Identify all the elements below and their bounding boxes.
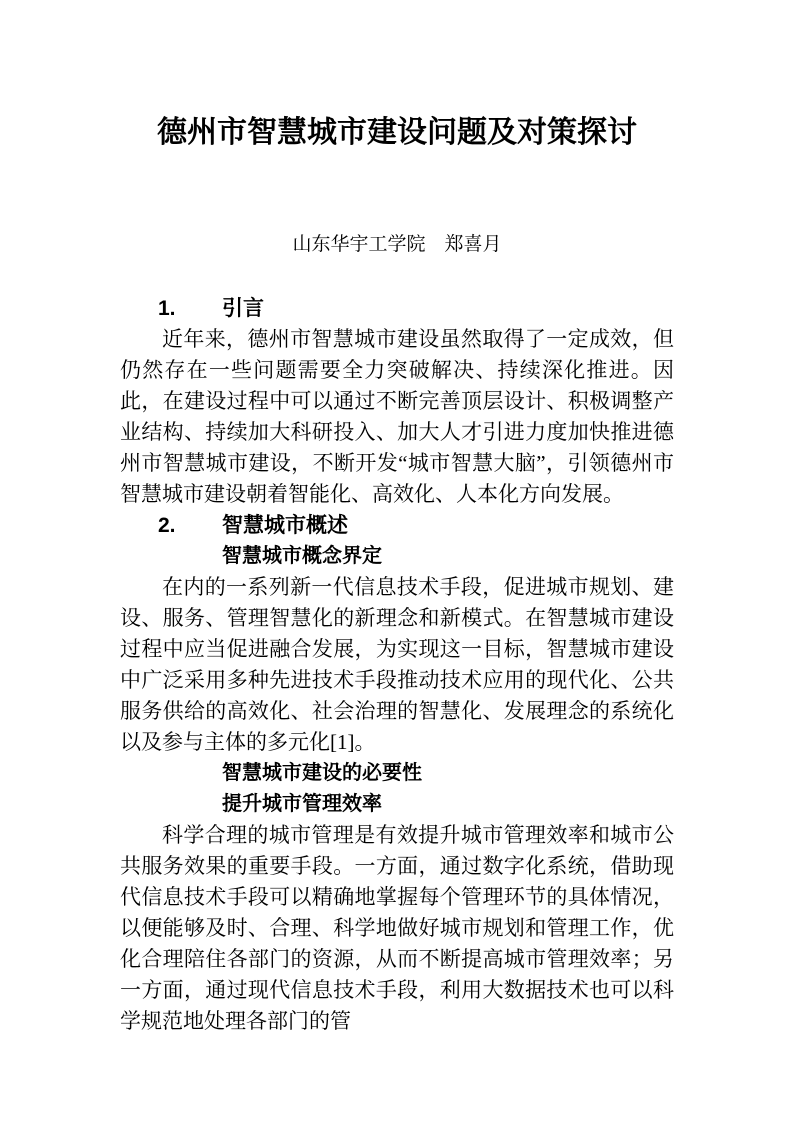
- section-heading-1: [120, 293, 674, 324]
- body-paragraph: 近年来，德州市智慧城市建设虽然取得了一定成效，但仍然存在一些问题需要全力突破解决、持续深化推进。因此，在建设过程中可以通过不断完善顶层设计、积极调整产业结构、持续加大科研投入、加大人才引进力度加快推进德州市智慧城市建设，不断开发“城市智慧大脑”，引领德州市智慧城市建设朝着智能化、高效化、人本化方向发展。: [120, 327, 674, 506]
- subheading-necessity: 智慧城市建设的必要性: [222, 762, 422, 784]
- section-number: 2.: [158, 514, 176, 537]
- author-byline: 山东华宇工学院 郑喜月: [292, 234, 502, 255]
- document-title: 德州市智慧城市建设问题及对策探讨: [157, 115, 637, 150]
- section-label: 引言: [222, 297, 264, 320]
- subheading-management-efficiency: 提升城市管理效率: [222, 793, 382, 815]
- section-number: 1.: [158, 297, 176, 320]
- subheading-concept-definition: 智慧城市概念界定: [222, 545, 382, 567]
- body-paragraph: 在内的一系列新一代信息技术手段，促进城市规划、建设、服务、管理智慧化的新理念和新模式。在智慧城市建设过程中应当促进融合发展，为实现这一目标，智慧城市建设中广泛采用多种先进技术手段推动技术应用的现代化、公共服务供给的高效化、社会治理的智慧化、发展理念的系统化以及参与主体的多元化[1]。: [120, 575, 674, 754]
- body-paragraph: 科学合理的城市管理是有效提升城市管理效率和城市公共服务效果的重要手段。一方面，通过数字化系统，借助现代信息技术手段可以精确地掌握每个管理环节的具体情况，以便能够及时、合理、科学地做好城市规划和管理工作，优化合理陪住各部门的资源，从而不断提高城市管理效率；另一方面，通过现代信息技术手段，利用大数据技术也可以科学规范地处理各部门的管: [120, 823, 674, 1033]
- section-label: 智慧城市概述: [222, 514, 348, 537]
- document-content: [0, 114, 794, 1037]
- section-heading-2: [120, 510, 674, 541]
